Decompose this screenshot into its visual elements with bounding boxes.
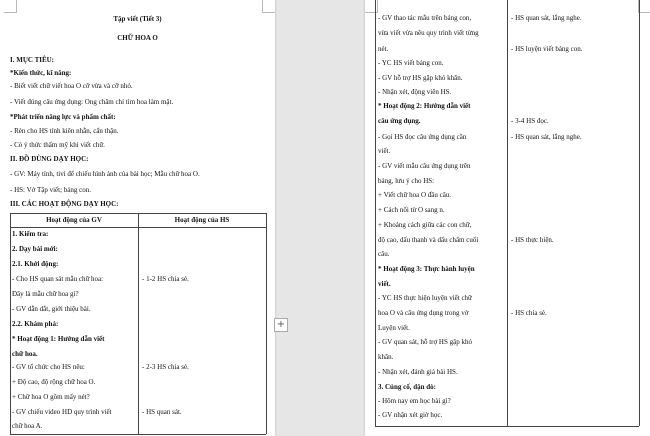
table-cell: - HS thực hiện. bbox=[511, 236, 554, 244]
table-cell: chữ hoa A. bbox=[12, 422, 43, 430]
table-cell: * Hoạt động 2: Hướng dẫn viết bbox=[378, 102, 471, 110]
paragraph: - HS: Vở Tập viết; bảng con. bbox=[10, 186, 92, 194]
table-cell: 1. Kiểm tra: bbox=[12, 230, 49, 238]
crop-mark bbox=[365, 0, 378, 13]
table-cell: vừa viết vừa nêu quy trình viết từng bbox=[378, 29, 479, 37]
table-cell: - Nhận xét, động viên HS. bbox=[378, 88, 452, 96]
table-cell: câu ứng dụng. bbox=[378, 117, 421, 125]
table-cell: - GV thao tác mẫu trên bảng con, bbox=[378, 14, 472, 22]
table-cell: - HS quan sát. bbox=[142, 408, 182, 416]
paragraph: - Có ý thức thẩm mỹ khi viết chữ. bbox=[10, 141, 105, 149]
table-cell: nét. bbox=[378, 45, 389, 53]
column-header: Hoạt động của HS bbox=[174, 216, 230, 224]
table-cell: + Viết chữ hoa O đầu câu. bbox=[378, 191, 452, 199]
subheading: *Kiến thức, kĩ năng: bbox=[10, 69, 72, 77]
table-cell: - HS chia sẻ. bbox=[511, 309, 547, 317]
table-cell: - GV chiếu video HD quy trình viết bbox=[12, 408, 112, 416]
subheading: *Phát triển năng lực và phẩm chất: bbox=[10, 113, 116, 121]
table-cell: - Cho HS quan sát mẫu chữ hoa: bbox=[12, 275, 104, 283]
table-cell: Luyện viết. bbox=[378, 324, 410, 332]
table-cell: * Hoạt động 3: Thực hành luyện bbox=[378, 265, 475, 273]
table-cell: - GV dẫn dắt, giới thiệu bài. bbox=[12, 305, 91, 313]
table-cell: - GV quan sát, hỗ trợ HS gặp khó bbox=[378, 338, 472, 346]
table-cell: viết. bbox=[378, 280, 391, 288]
table-cell: chữ hoa. bbox=[12, 350, 38, 358]
table-cell: Đây là mẫu chữ hoa gì? bbox=[12, 290, 79, 298]
table-cell: - HS quan sát, lắng nghe. bbox=[511, 133, 582, 141]
table-cell: - 3-4 HS đọc. bbox=[511, 117, 549, 125]
table-cell: - YC HS viết bảng con. bbox=[378, 59, 444, 67]
table-cell: viết. bbox=[378, 147, 391, 155]
table-cell: + Khoảng cách giữa các con chữ, bbox=[378, 221, 472, 229]
table-cell: - GV viết mẫu câu ứng dụng trên bbox=[378, 162, 471, 170]
table-cell: - Hôm nay em học bài gì? bbox=[378, 397, 451, 405]
table-cell: - Nhận xét, đánh giá bài HS. bbox=[378, 368, 458, 376]
paragraph: - GV: Máy tính, tivi để chiếu hình ảnh của bài học; Mẫu chữ hoa O. bbox=[10, 170, 200, 178]
section-heading: III. CÁC HOẠT ĐỘNG DẠY HỌC: bbox=[10, 200, 119, 208]
column-header: Hoạt động của GV bbox=[46, 216, 102, 224]
table-cell: + Cách nối từ O sang n. bbox=[378, 206, 445, 214]
crop-mark bbox=[4, 0, 17, 13]
table-cell: 2.2. Khám phá: bbox=[12, 320, 59, 328]
table-cell: - 2-3 HS chia sẻ. bbox=[142, 363, 189, 371]
table-cell: - GV tổ chức cho HS nêu: bbox=[12, 363, 85, 371]
paragraph: - Rèn cho HS tính kiên nhẫn, cẩn thận. bbox=[10, 127, 119, 135]
add-page-button[interactable]: + bbox=[274, 318, 288, 332]
table-cell: - HS luyện viết bảng con. bbox=[511, 45, 583, 53]
paragraph: - Biết viết chữ viết hoa O cỡ vừa và cỡ nhỏ. bbox=[10, 82, 133, 90]
lesson-title: Tập viết (Tiết 3) bbox=[113, 15, 162, 23]
table-cell: - YC HS thực hiện luyện viết chữ bbox=[378, 294, 472, 302]
table-cell: - 1-2 HS chia sẻ. bbox=[142, 275, 189, 283]
table-cell: 3. Củng cố, dặn dò: bbox=[378, 383, 436, 391]
table-cell: - GV hỗ trợ HS gặp khó khăn. bbox=[378, 74, 463, 82]
table-cell: độ cao, dấu thanh và dấu chấm cuối bbox=[378, 236, 479, 244]
table-cell: hoa O và câu ứng dụng trong vở bbox=[378, 309, 469, 317]
table-cell: + Chữ hoa O gồm mấy nét? bbox=[12, 393, 90, 401]
table-cell: + Độ cao, độ rộng chữ hoa O. bbox=[12, 378, 96, 386]
crop-mark bbox=[262, 0, 275, 13]
table-cell: bảng, lưu ý cho HS: bbox=[378, 177, 435, 185]
lesson-subtitle: CHỮ HOA O bbox=[117, 34, 158, 42]
table-cell: 2. Dạy bài mới: bbox=[12, 245, 58, 253]
table-cell: câu. bbox=[378, 250, 390, 258]
table-cell: - HS quan sát, lắng nghe. bbox=[511, 14, 582, 22]
table-cell: - GV nhận xét giờ học. bbox=[378, 411, 443, 419]
table-cell: - Gọi HS đọc câu ứng dụng cần bbox=[378, 133, 467, 141]
document-page-right bbox=[365, 0, 650, 436]
table-cell: 2.1. Khởi động: bbox=[12, 260, 59, 268]
table-cell: * Hoạt động 1: Hướng dẫn viết bbox=[12, 335, 105, 343]
paragraph: - Viết đúng câu ứng dụng: Ong chăm chỉ tìm hoa làm mật. bbox=[10, 98, 174, 106]
section-heading: II. ĐỒ DÙNG DẠY HỌC: bbox=[10, 155, 89, 163]
table-cell: khăn. bbox=[378, 353, 394, 361]
section-heading: I. MỤC TIÊU: bbox=[10, 56, 55, 64]
document-page-left bbox=[0, 0, 275, 436]
